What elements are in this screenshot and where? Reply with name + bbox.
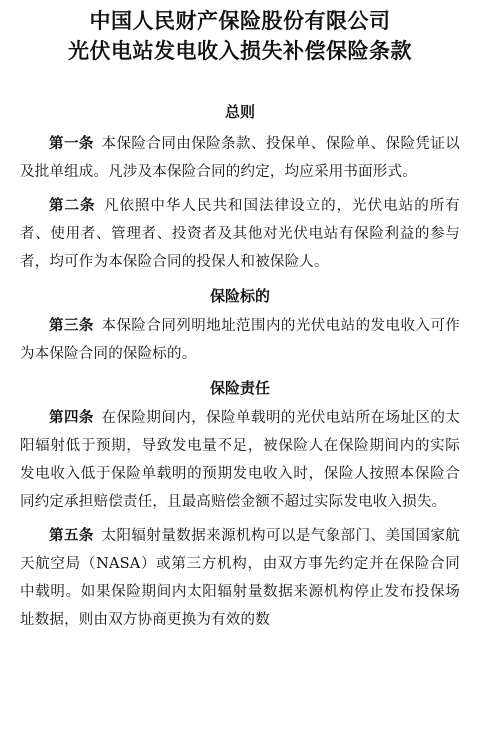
article-text: 太阳辐射量数据来源机构可以是气象部门、美国国家航天航空局（NASA）或第三方机构，由双方事先约定并在保险合同中载明。如果保险期间内太阳辐射量数据来源机构停止发布投保场址数据，则由双方协商更换为有效的数 xyxy=(20,528,460,628)
article-number: 第一条 xyxy=(49,135,94,152)
article-3 xyxy=(20,312,460,368)
article-text: 在保险期间内，保险单载明的光伏电站所在场址区的太阳辐射低于预期，导致发电量不足，被保险人在保险期间内的实际发电收入低于保险单载明的预期发电收入时，保险人按照本保险合同约定承担赔偿责任，且最高赔偿金额不超过实际发电收入损失。 xyxy=(20,410,460,510)
article-text: 本保险合同列明地址范围内的光伏电站的发电收入可作为本保险合同的保险标的。 xyxy=(20,318,460,362)
article-number: 第二条 xyxy=(49,197,96,214)
article-2 xyxy=(20,192,460,276)
article-number: 第四条 xyxy=(49,409,94,426)
article-text: 本保险合同由保险条款、投保单、保险单、保险凭证以及批单组成。凡涉及本保险合同的约定，均应采用书面形式。 xyxy=(20,136,460,180)
section-heading-general: 总则 xyxy=(224,103,255,121)
article-5 xyxy=(20,522,460,634)
article-number: 第五条 xyxy=(49,527,94,544)
section-heading-liability: 保险责任 xyxy=(209,379,270,397)
section-heading-subject: 保险标的 xyxy=(209,287,270,305)
article-1 xyxy=(20,130,460,186)
clause-title: 光伏电站发电收入损失补偿保险条款 xyxy=(68,38,412,63)
article-text: 凡依照中华人民共和国法律设立的，光伏电站的所有者、使用者、管理者、投资者及其他对光伏电站有保险利益的参与者，均可作为本保险合同的投保人和被保险人。 xyxy=(20,198,460,270)
article-4 xyxy=(20,404,460,516)
article-number: 第三条 xyxy=(49,317,94,334)
company-title: 中国人民财产保险股份有限公司 xyxy=(89,8,391,33)
